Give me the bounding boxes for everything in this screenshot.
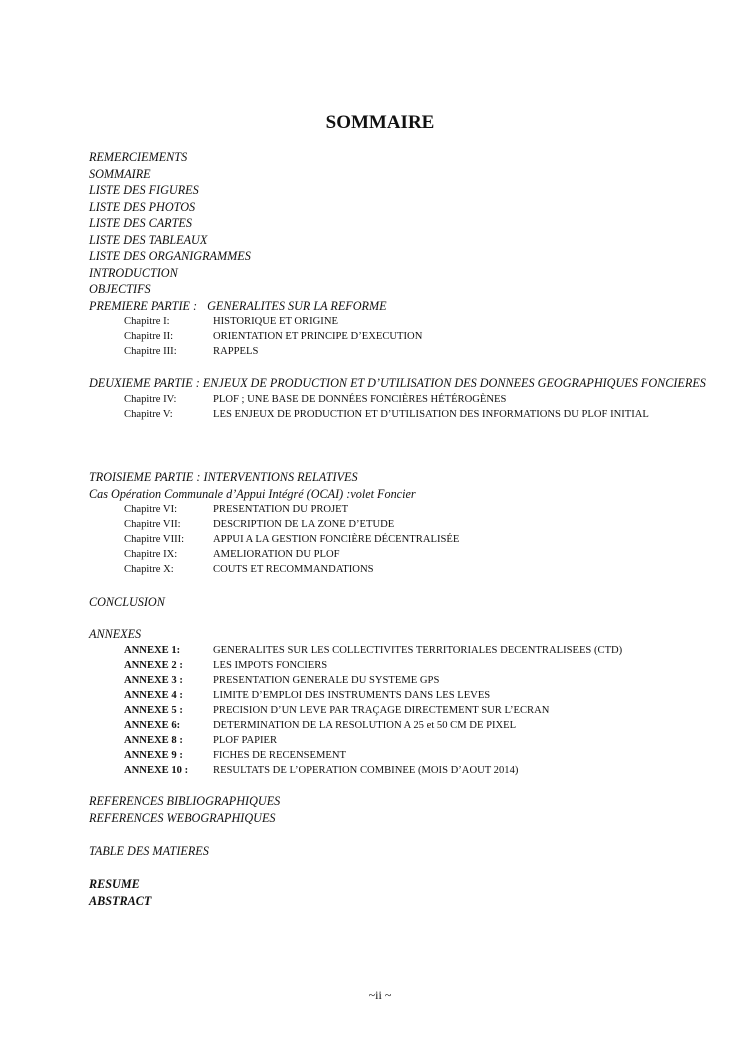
table-section bbox=[89, 843, 729, 860]
part-3-section bbox=[89, 469, 729, 577]
chapter-title: ORIENTATION ET PRINCIPE D’EXECUTION bbox=[213, 331, 423, 342]
chapter-label: Chapitre VIII: bbox=[124, 534, 185, 545]
annex-title: LES IMPOTS FONCIERS bbox=[213, 659, 328, 671]
chapter-title: RAPPELS bbox=[213, 346, 259, 357]
toc-entry-references-bibliographiques[interactable]: REFERENCES BIBLIOGRAPHIQUES bbox=[89, 794, 281, 808]
toc-entry-liste-cartes[interactable]: LISTE DES CARTES bbox=[89, 216, 192, 230]
part-2-section bbox=[89, 375, 739, 422]
chapter-row[interactable] bbox=[89, 562, 729, 577]
annex-label: ANNEXE 10 : bbox=[124, 764, 189, 776]
annex-title: DETERMINATION DE LA RESOLUTION A 25 et 50 CM DE PIXEL bbox=[213, 719, 517, 731]
toc-entry-remerciements[interactable]: REMERCIEMENTS bbox=[89, 150, 188, 164]
chapter-label: Chapitre X: bbox=[124, 564, 174, 575]
annex-label: ANNEXE 2 : bbox=[124, 659, 183, 671]
front-matter-list bbox=[89, 149, 729, 359]
part-1-title: GENERALITES SUR LA REFORME bbox=[207, 298, 387, 313]
annex-title: PRESENTATION GENERALE DU SYSTEME GPS bbox=[213, 674, 440, 686]
annex-label: ANNEXE 6: bbox=[124, 719, 181, 731]
annex-label: ANNEXE 1: bbox=[124, 644, 181, 656]
annex-row[interactable] bbox=[89, 688, 739, 703]
annex-title: GENERALITES SUR LES COLLECTIVITES TERRITORIALES DECENTRALISEES (CTD) bbox=[213, 644, 623, 656]
annex-row[interactable] bbox=[89, 643, 739, 658]
annex-row[interactable] bbox=[89, 718, 739, 733]
toc-entry-liste-figures[interactable]: LISTE DES FIGURES bbox=[89, 183, 199, 197]
annex-title: RESULTATS DE L’OPERATION COMBINEE (MOIS D’AOUT 2014) bbox=[213, 764, 519, 776]
annex-row[interactable] bbox=[89, 763, 739, 778]
chapter-row[interactable] bbox=[89, 392, 739, 407]
chapter-label: Chapitre V: bbox=[124, 408, 173, 420]
part-1-label: PREMIERE PARTIE : bbox=[89, 298, 198, 313]
part-2-heading[interactable]: DEUXIEME PARTIE : ENJEUX DE PRODUCTION ET D’UTILISATION DES DONNEES GEOGRAPHIQUES FONCIERES bbox=[89, 376, 706, 390]
chapter-label: Chapitre IX: bbox=[124, 549, 178, 560]
chapter-row[interactable] bbox=[89, 517, 729, 532]
annex-row[interactable] bbox=[89, 673, 739, 688]
annex-label: ANNEXE 9 : bbox=[124, 749, 183, 761]
annex-row[interactable] bbox=[89, 733, 739, 748]
annex-label: ANNEXE 8 : bbox=[124, 734, 183, 746]
chapter-title: APPUI A LA GESTION FONCIÈRE DÉCENTRALISÉE bbox=[213, 534, 460, 545]
chapter-title: LES ENJEUX DE PRODUCTION ET D’UTILISATION DES INFORMATIONS DU PLOF INITIAL bbox=[213, 408, 649, 420]
page-number: ~ii ~ bbox=[368, 988, 392, 1002]
toc-entry-liste-organigrammes[interactable]: LISTE DES ORGANIGRAMMES bbox=[89, 249, 251, 263]
annex-row[interactable] bbox=[89, 703, 739, 718]
toc-entry-introduction[interactable]: INTRODUCTION bbox=[89, 265, 178, 280]
chapter-row[interactable] bbox=[89, 502, 729, 517]
part-3-subheading: Cas Opération Communale d’Appui Intégré (OCAI) :volet Foncier bbox=[89, 486, 416, 501]
toc-entry-objectifs[interactable]: OBJECTIFS bbox=[89, 282, 151, 296]
annex-row[interactable] bbox=[89, 658, 739, 673]
chapter-label: Chapitre I: bbox=[124, 316, 170, 327]
annex-row[interactable] bbox=[89, 748, 739, 763]
page-title: SOMMAIRE bbox=[325, 112, 435, 133]
chapter-row[interactable] bbox=[89, 407, 739, 422]
part-3-heading[interactable]: TROISIEME PARTIE : INTERVENTIONS RELATIVES bbox=[89, 470, 358, 484]
conclusion-section bbox=[89, 594, 729, 611]
annexes-section bbox=[89, 626, 739, 778]
toc-entry-references-webographiques[interactable]: REFERENCES WEBOGRAPHIQUES bbox=[89, 810, 276, 825]
chapter-label: Chapitre VII: bbox=[124, 519, 181, 530]
chapter-title: PRESENTATION DU PROJET bbox=[213, 504, 349, 515]
annex-title: FICHES DE RECENSEMENT bbox=[213, 749, 347, 761]
annex-title: LIMITE D’EMPLOI DES INSTRUMENTS DANS LES LEVES bbox=[213, 689, 491, 701]
annexes-heading[interactable]: ANNEXES bbox=[89, 627, 142, 641]
annex-title: PLOF PAPIER bbox=[213, 734, 278, 746]
summary-section bbox=[89, 876, 729, 909]
chapter-row[interactable] bbox=[89, 344, 729, 359]
chapter-label: Chapitre VI: bbox=[124, 504, 178, 515]
annex-label: ANNEXE 4 : bbox=[124, 689, 183, 701]
annex-label: ANNEXE 5 : bbox=[124, 704, 183, 716]
toc-entry-liste-photos[interactable]: LISTE DES PHOTOS bbox=[89, 199, 196, 214]
toc-entry-abstract[interactable]: ABSTRACT bbox=[89, 893, 152, 908]
chapter-title: AMELIORATION DU PLOF bbox=[213, 549, 340, 560]
chapter-row[interactable] bbox=[89, 314, 729, 329]
chapter-title: HISTORIQUE ET ORIGINE bbox=[213, 316, 338, 327]
chapter-title: COUTS ET RECOMMANDATIONS bbox=[213, 564, 374, 575]
annex-title: PRECISION D’UN LEVE PAR TRAÇAGE DIRECTEMENT SUR L’ECRAN bbox=[213, 704, 550, 716]
toc-entry-conclusion[interactable]: CONCLUSION bbox=[89, 595, 165, 609]
toc-entry-liste-tableaux[interactable]: LISTE DES TABLEAUX bbox=[89, 232, 208, 247]
toc-entry-table-des-matieres[interactable]: TABLE DES MATIERES bbox=[89, 844, 209, 858]
references-section bbox=[89, 793, 729, 826]
chapter-title: PLOF ; UNE BASE DE DONNÉES FONCIÈRES HÉTÉROGÈNES bbox=[213, 393, 507, 405]
chapter-row[interactable] bbox=[89, 547, 729, 562]
chapter-title: DESCRIPTION DE LA ZONE D’ETUDE bbox=[213, 519, 395, 530]
toc-entry-sommaire[interactable]: SOMMAIRE bbox=[89, 166, 151, 181]
chapter-row[interactable] bbox=[89, 532, 729, 547]
toc-entry-resume[interactable]: RESUME bbox=[89, 877, 140, 891]
annex-label: ANNEXE 3 : bbox=[124, 674, 183, 686]
chapter-row[interactable] bbox=[89, 329, 729, 344]
part-1-heading[interactable] bbox=[89, 298, 729, 315]
chapter-label: Chapitre III: bbox=[124, 346, 177, 357]
chapter-label: Chapitre II: bbox=[124, 331, 174, 342]
chapter-label: Chapitre IV: bbox=[124, 393, 177, 405]
